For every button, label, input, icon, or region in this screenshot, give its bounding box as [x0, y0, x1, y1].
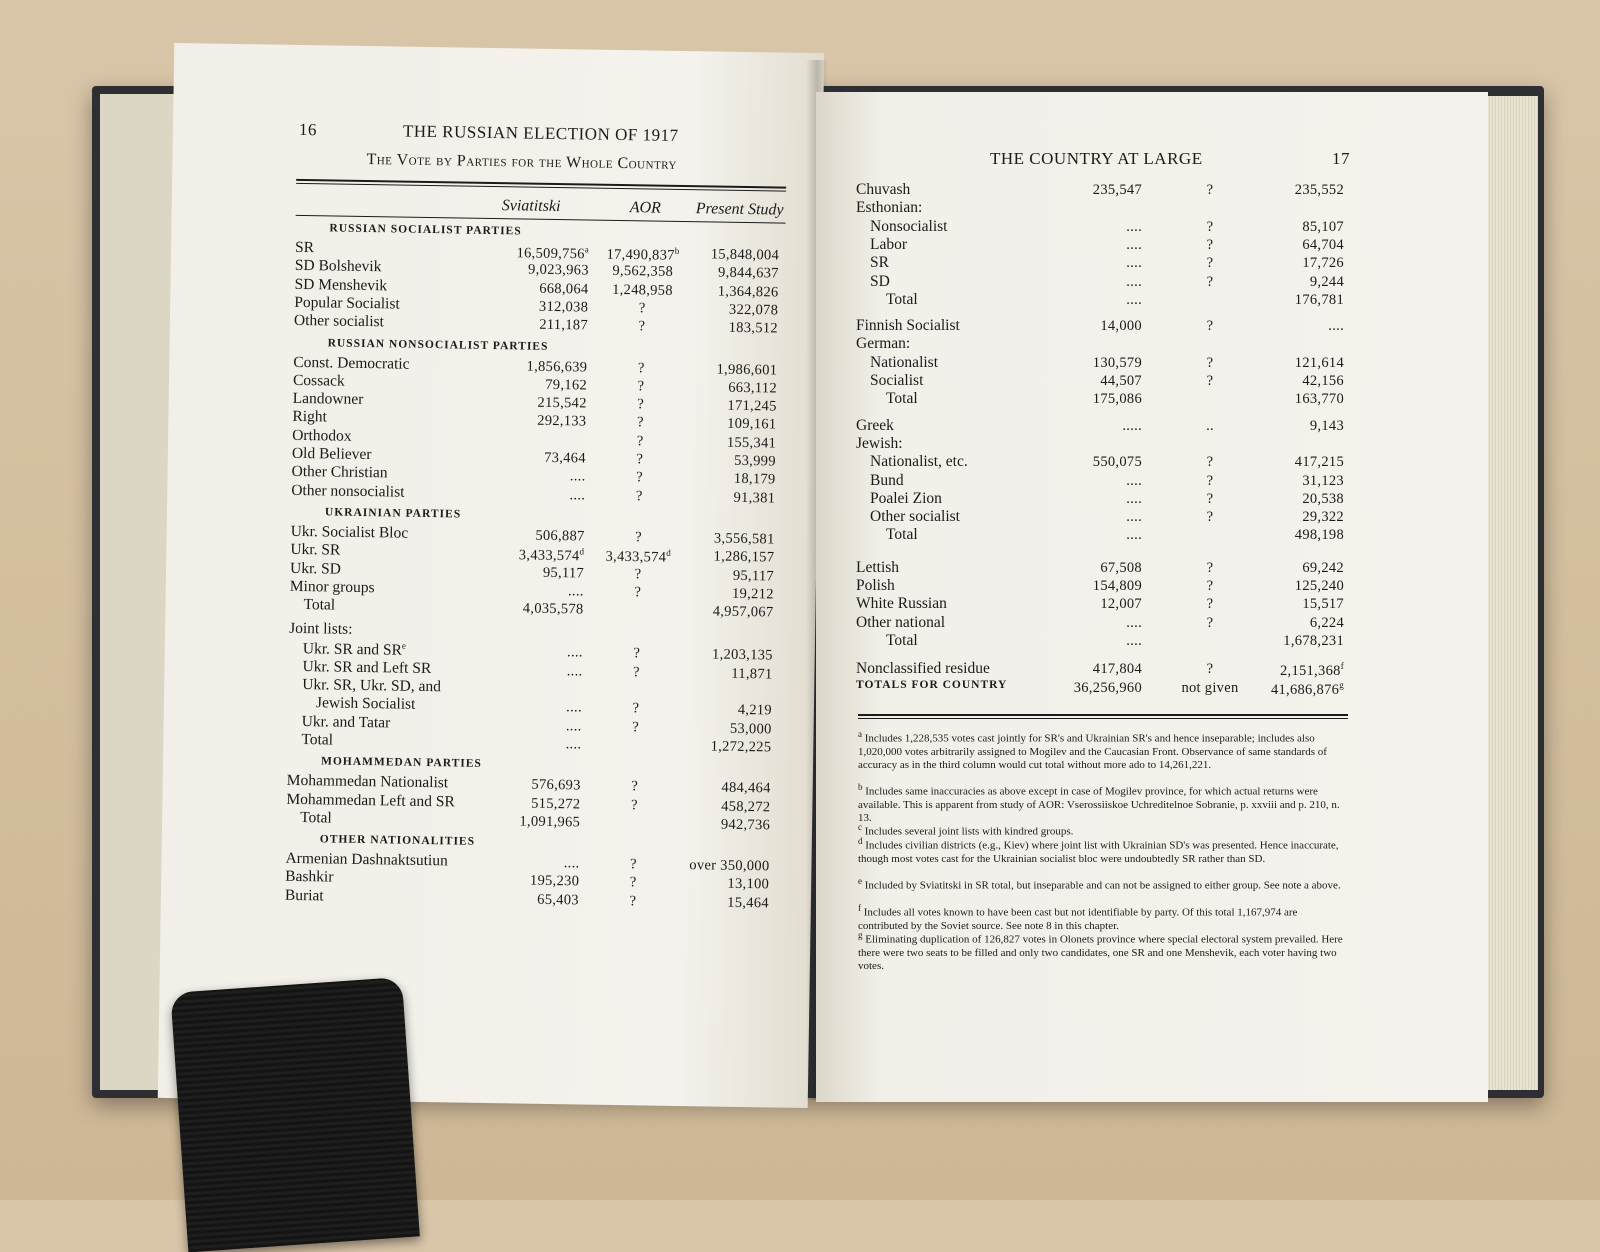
cell-sviatitski: 175,086 [1092, 391, 1142, 408]
cell-present-study: 53,999 [734, 452, 776, 470]
cell-aor: ? [629, 874, 637, 891]
row-label: Other Christian [291, 463, 388, 482]
row-label: Nonsocialist [870, 217, 948, 235]
cell-sviatitski: 1,091,965 [519, 813, 581, 831]
row-label: Const. Democratic [293, 353, 410, 373]
cell-aor: not given [1181, 679, 1239, 696]
footnote-mark: c [858, 822, 862, 832]
cell-present-study: 417,215 [1294, 454, 1344, 471]
cell-present-study: 15,464 [727, 894, 770, 912]
row-label: Nonclassified residue [856, 660, 990, 678]
footnote-text: Eliminating duplication of 126,827 votes in Olonets province where special electoral system prevailed. Here there were two seats to be filled and only two candidates, one SR and one Menshevik, each voter having two votes. [858, 933, 1343, 972]
cell-sviatitski: 1,856,639 [526, 358, 588, 375]
row-label: SD Bolshevik [294, 257, 382, 276]
cell-sviatitski: .... [1126, 632, 1142, 649]
cell-present-study: 15,848,004 [710, 246, 780, 264]
footnote-text: Includes same inaccuracies as above except in case of Mogilev province, for which actual returns were available. This is apparent from study of AOR: Vserossiiskoe Uchreditelnoe Sobranie, p. xxviii and p. 210, n. 13. [858, 785, 1340, 824]
running-head: THE COUNTRY AT LARGE [990, 149, 1203, 168]
cell-present-study: 42,156 [1302, 373, 1344, 389]
row-label: Esthonian: [856, 199, 923, 217]
row-label: Socialist [870, 372, 924, 389]
cell-aor: ? [1206, 559, 1214, 576]
row-label: Labor [870, 235, 908, 253]
row-label: Poalei Zion [870, 489, 942, 507]
cell-aor: 1,248,958 [612, 281, 673, 299]
bookmark-ribbon [170, 977, 420, 1252]
running-head: THE RUSSIAN ELECTION OF 1917 [402, 121, 679, 145]
section-heading: Joint lists: [289, 620, 353, 639]
cell-sviatitski: .... [1126, 527, 1142, 544]
cell-sviatitski: ..... [1122, 417, 1142, 434]
cell-present-study: 85,107 [1302, 218, 1344, 235]
cell-present-study: over 350,000 [689, 857, 770, 875]
col-header-present-study: Present Study [695, 200, 784, 219]
cell-present-study: .... [1328, 318, 1344, 335]
footnote [858, 929, 1350, 973]
footnote-text: Included by Sviatitski in SR total, but inseparable and can not be assigned to either group. See note a above. [862, 879, 1341, 892]
footnote-text: Includes all votes known to have been cast but not identifiable by party. Of this total 1,167,974 are contributed by the Soviet source. See note 8 in this chapter. [858, 906, 1298, 932]
cell-aor: ? [1206, 182, 1214, 198]
cell-aor: ? [1206, 578, 1214, 594]
cell-sviatitski: 67,508 [1100, 559, 1142, 576]
cell-sviatitski: 576,693 [531, 776, 581, 794]
row-label: Polish [856, 577, 895, 594]
cell-sviatitski: 73,464 [544, 449, 586, 467]
cell-sviatitski: 4,035,578 [522, 600, 584, 618]
cell-sviatitski: .... [569, 468, 586, 485]
cell-sviatitski: 506,887 [535, 527, 585, 545]
cell-aor: ? [1206, 661, 1214, 678]
cell-aor: ? [1206, 373, 1214, 389]
footnote-mark: e [858, 876, 862, 886]
cell-aor: ? [1206, 318, 1214, 335]
footnote-text: Includes 1,228,535 votes cast jointly for SR's and Ukrainian SR's and hence inseparable; includes also 1,020,000 votes arbitrarily assigned to Mogilev and the Caucasian Front. Observance of same standards of accuracy as in the third column would cut total without more ado to 14,261,221. [858, 732, 1327, 771]
cell-sviatitski: 550,075 [1092, 454, 1142, 471]
cell-sviatitski: .... [569, 486, 586, 504]
cell-aor: ? [1206, 614, 1214, 631]
row-label: Total [886, 390, 918, 408]
cell-sviatitski: .... [1126, 291, 1142, 308]
row-label: Old Believer [291, 444, 372, 464]
cell-sviatitski: 515,272 [531, 795, 581, 812]
row-label: Other nonsocialist [291, 481, 405, 501]
cell-present-study: 4,957,067 [712, 603, 774, 621]
cell-aor: ? [1206, 218, 1214, 235]
cell-present-study: 235,552 [1294, 182, 1344, 198]
cell-present-study: 29,322 [1302, 509, 1344, 526]
row-label: SD Menshevik [294, 275, 388, 294]
cell-present-study: 20,538 [1302, 490, 1344, 507]
cell-present-study: 1,272,225 [710, 738, 772, 756]
cell-sviatitski: 3,433,574$^d$ [518, 546, 585, 565]
cell-present-study: 176,781 [1294, 291, 1344, 308]
cell-aor: ? [637, 378, 645, 395]
section-heading: RUSSIAN SOCIALIST PARTIES [329, 222, 522, 238]
cell-present-study: 1,203,135 [711, 646, 773, 664]
table-title: The Vote by Parties for the Whole Country [366, 150, 678, 173]
row-label: Other socialist [293, 312, 385, 331]
cell-aor: ? [1206, 255, 1214, 272]
cell-sviatitski: .... [566, 644, 583, 661]
cell-aor: ? [631, 778, 639, 795]
footnote-mark: g [858, 930, 863, 940]
row-label: Total [886, 526, 918, 544]
cell-aor: ? [629, 856, 637, 873]
footnote-mark: a [858, 729, 862, 739]
row-label: Landowner [292, 389, 364, 409]
cell-aor: ? [632, 700, 640, 717]
section-heading: OTHER NATIONALITIES [319, 833, 476, 848]
cell-sviatitski: 44,507 [1100, 373, 1142, 389]
footnote-mark: d [666, 547, 672, 559]
cell-present-study: 183,512 [728, 319, 779, 337]
footnote-mark: g [1339, 679, 1344, 690]
cell-sviatitski: .... [567, 583, 584, 600]
row-label: Ukr. SD [289, 559, 342, 578]
cell-present-study: 3,556,581 [713, 530, 775, 548]
cell-sviatitski: 154,809 [1092, 578, 1142, 594]
col-header-sviatitski: Sviatitski [501, 197, 561, 216]
cell-present-study: 15,517 [1302, 596, 1344, 613]
cell-aor: ? [634, 565, 642, 582]
row-label: Armenian Dashnaktsutiun [285, 849, 448, 870]
row-label: Cossack [292, 371, 345, 390]
row-label: Jewish Socialist [315, 694, 416, 714]
row-label: Jewish: [856, 434, 903, 452]
cell-present-study: 942,736 [720, 816, 771, 834]
row-label: Other socialist [870, 508, 960, 526]
footnote-mark: f [858, 903, 861, 913]
cell-aor: ? [633, 663, 641, 681]
cell-aor: ? [634, 584, 642, 601]
row-label: German: [856, 335, 911, 353]
cell-present-study: 19,212 [731, 585, 774, 603]
row-label: Popular Socialist [294, 293, 400, 313]
cell-aor: ? [633, 645, 641, 662]
cell-aor: ? [630, 796, 638, 813]
cell-present-study: 163,770 [1294, 391, 1344, 408]
cell-aor: ? [1206, 596, 1214, 613]
row-label: Bashkir [285, 868, 334, 886]
cell-present-study: 9,844,637 [717, 264, 779, 282]
row-label: Total [886, 290, 918, 308]
footnote-mark: f [1340, 661, 1344, 672]
cell-aor: ? [637, 396, 645, 413]
footnote-mark: d [858, 836, 863, 846]
footnote [858, 875, 1350, 893]
row-label: Ukr. SR and $SR^e$ [302, 640, 407, 660]
cell-present-study: 1,986,601 [716, 361, 778, 378]
row-label: Ukr. SR [290, 541, 341, 559]
cell-sviatitski: .... [565, 717, 582, 735]
cell-sviatitski: 668,064 [539, 280, 589, 298]
footnote-mark: b [674, 245, 680, 256]
cell-sviatitski: 36,256,960 [1073, 679, 1142, 696]
cell-sviatitski: .... [1126, 218, 1142, 235]
row-label: Ukr. and Tatar [301, 712, 391, 732]
row-label: Nationalist [870, 353, 939, 371]
cell-aor: ? [1206, 472, 1214, 489]
cell-aor: ? [629, 892, 637, 910]
cell-present-study: 64,704 [1302, 236, 1344, 253]
cell-aor: ? [638, 300, 646, 317]
cell-aor: ? [635, 529, 643, 546]
footnote-mark: b [858, 782, 863, 792]
row-label: Orthodox [292, 426, 352, 445]
cell-aor: ? [637, 359, 645, 376]
cell-present-study: 155,341 [726, 434, 777, 452]
row-label: TOTALS FOR COUNTRY [856, 678, 1008, 691]
row-label: Mohammedan Left and SR [286, 790, 455, 810]
cell-sviatitski: .... [1126, 472, 1142, 489]
cell-present-study: 4,219 [737, 702, 773, 719]
cell-sviatitski: 235,547 [1092, 182, 1142, 198]
cell-sviatitski: .... [563, 855, 580, 872]
footnote-mark: d [579, 546, 585, 557]
cell-sviatitski: 312,038 [538, 298, 589, 316]
cell-present-study: 91,381 [733, 489, 776, 507]
col-header-aor: AOR [629, 199, 662, 217]
cell-present-study: 2,151,368$^f$ [1279, 661, 1344, 680]
cell-aor: ? [636, 414, 644, 431]
footnote-mark: e [401, 641, 407, 652]
cell-sviatitski: 215,542 [537, 394, 587, 412]
cell-present-study: 458,272 [721, 798, 771, 815]
cell-aor: .. [1206, 417, 1214, 434]
cell-present-study: 125,240 [1294, 578, 1344, 594]
cell-present-study: 17,726 [1302, 255, 1344, 272]
row-label: Other national [856, 613, 946, 631]
cell-sviatitski: 95,117 [542, 564, 585, 581]
row-label: Chuvash [856, 181, 911, 198]
cell-sviatitski: .... [566, 699, 583, 716]
footnote [858, 835, 1350, 866]
footnote [858, 728, 1350, 772]
cell-aor: ? [636, 451, 644, 468]
row-label: Mohammedan Nationalist [286, 772, 449, 792]
cell-aor: ? [636, 432, 644, 450]
row-label: Finnish Socialist [856, 317, 960, 335]
cell-sviatitski: .... [1126, 255, 1142, 272]
section-heading: MOHAMMEDAN PARTIES [320, 755, 482, 771]
page-number: 17 [1332, 149, 1350, 168]
cell-present-study: 171,245 [727, 397, 777, 415]
cell-present-study: 109,161 [727, 416, 777, 433]
row-label: Greek [856, 416, 894, 434]
cell-aor: ? [1206, 273, 1214, 290]
footnote [858, 781, 1350, 825]
section-heading: UKRAINIAN PARTIES [324, 506, 462, 521]
footnote-text: Includes several joint lists with kindred groups. [862, 825, 1074, 838]
row-label: SR [294, 238, 315, 257]
cell-present-study: 484,464 [721, 779, 771, 797]
cell-aor: ? [1206, 354, 1214, 371]
cell-present-study: 31,123 [1302, 472, 1344, 489]
cell-present-study: 1,364,826 [717, 283, 779, 301]
cell-sviatitski: 211,187 [539, 316, 589, 334]
cell-aor: ? [638, 318, 646, 335]
row-label: White Russian [856, 595, 947, 613]
cell-sviatitski: .... [1126, 490, 1142, 507]
left-page [158, 43, 824, 1108]
row-label: Ukr. SR and Left SR [302, 657, 432, 677]
cell-present-study: 53,000 [729, 720, 772, 738]
cell-aor: 9,562,358 [612, 263, 674, 281]
cell-aor: ? [1206, 236, 1214, 253]
cell-present-study: 1,286,157 [713, 548, 775, 566]
cell-aor: 17,490,837$^b$ [606, 245, 680, 264]
cell-aor: 3,433,574$^d$ [605, 547, 672, 566]
cell-present-study: 322,078 [728, 301, 779, 319]
cell-sviatitski: 12,007 [1100, 596, 1142, 613]
row-label: SR [870, 254, 889, 272]
footnote-mark: a [584, 244, 590, 255]
cell-present-study: 41,686,876$^g$ [1270, 679, 1344, 698]
row-label: Ukr. Socialist Bloc [290, 522, 409, 542]
right-page [816, 92, 1488, 1102]
cell-present-study: 69,242 [1302, 559, 1344, 576]
row-label: Total [303, 596, 336, 614]
row-label: Bund [870, 471, 904, 489]
cell-sviatitski: 130,579 [1092, 354, 1142, 371]
cell-present-study: 498,198 [1294, 527, 1344, 544]
cell-present-study: 1,678,231 [1283, 632, 1344, 649]
cell-present-study: 6,224 [1309, 614, 1344, 631]
row-label: Right [292, 408, 328, 426]
cell-sviatitski: 14,000 [1100, 318, 1142, 335]
row-label: Total [300, 808, 332, 827]
cell-sviatitski: .... [1126, 273, 1142, 290]
cell-present-study: 11,871 [731, 665, 773, 683]
section-heading: RUSSIAN NONSOCIALIST PARTIES [327, 336, 549, 353]
cell-sviatitski: 16,509,756$^a$ [516, 244, 590, 263]
cell-sviatitski: 417,804 [1092, 661, 1142, 678]
cell-aor: ? [636, 469, 644, 486]
cell-sviatitski: .... [1126, 509, 1142, 526]
cell-aor: ? [1206, 454, 1214, 471]
rule [858, 718, 1348, 719]
cell-sviatitski: 79,162 [545, 376, 588, 394]
page-number: 16 [298, 119, 318, 140]
row-label: SD [870, 272, 890, 290]
cell-present-study: 95,117 [732, 567, 775, 584]
row-label: Nationalist, etc. [870, 453, 968, 471]
footnote-text: Includes civilian districts (e.g., Kiev) where joint list with Ukrainian SD's was presented. Hence inaccurate, though most votes cast for the Ukrainian socialist bloc were undoubtedly SR rather than SD. [858, 839, 1339, 865]
row-label: Total [301, 730, 334, 749]
row-label: Total [886, 631, 918, 649]
cell-present-study: 9,143 [1309, 417, 1344, 434]
cell-present-study: 18,179 [733, 471, 776, 488]
rule [858, 714, 1348, 716]
row-label: Ukr. SR, Ukr. SD, and [302, 676, 442, 696]
cell-present-study: 663,112 [728, 379, 778, 397]
cell-sviatitski: 195,230 [529, 873, 580, 890]
cell-sviatitski: 292,133 [537, 413, 587, 430]
row-label: Minor groups [289, 577, 375, 596]
cell-aor: ? [635, 487, 643, 504]
row-label: Lettish [856, 558, 900, 576]
row-label: Buriat [284, 886, 324, 905]
cell-sviatitski: 65,403 [537, 891, 580, 909]
cell-aor: ? [1206, 490, 1214, 507]
cell-sviatitski: .... [1126, 236, 1142, 253]
cell-aor: ? [632, 718, 640, 735]
cell-sviatitski: .... [565, 736, 582, 753]
cell-aor: ? [1206, 509, 1214, 526]
cell-present-study: 121,614 [1294, 354, 1344, 371]
cell-sviatitski: 9,023,963 [527, 261, 589, 279]
cell-present-study: 9,244 [1309, 273, 1344, 290]
cell-present-study: 13,100 [727, 876, 770, 893]
cell-sviatitski: .... [1126, 614, 1142, 631]
cell-sviatitski: .... [566, 662, 583, 680]
